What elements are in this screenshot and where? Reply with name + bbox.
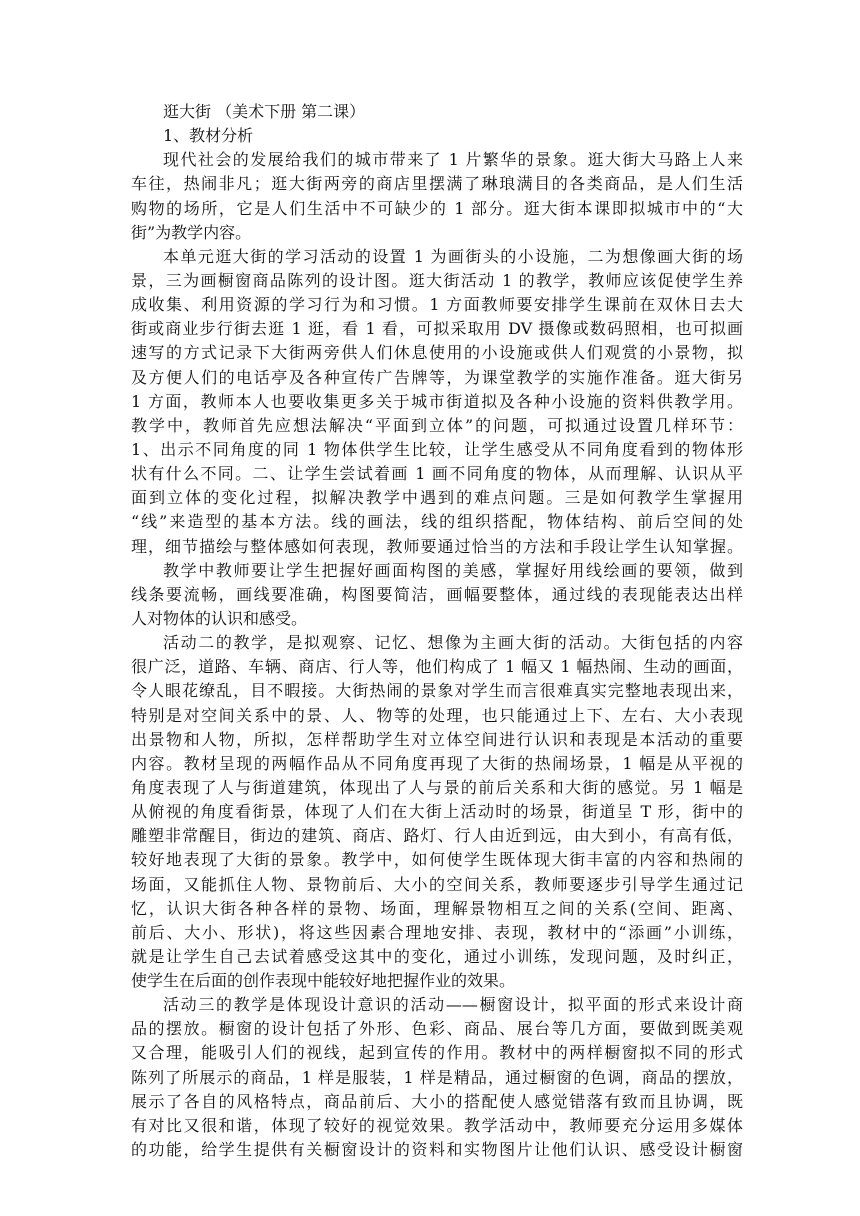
text-line: 理，细节描绘与整体感如何表现，教师要通过恰当的方法和手段让学生认知掌握。 (131, 536, 743, 556)
text-line: 面到立体的变化过程，拟解决教学中遇到的难点问题。三是如何教学生掌握用 (131, 488, 743, 508)
text-line: 令人眼花缭乱，目不暇接。大街热闹的景象对学生而言很难真实完整地表现出来， (131, 681, 743, 701)
text-line: 陈列了所展示的商品，1 样是服装，1 样是精品，通过橱窗的色调，商品的摆放， (131, 1067, 743, 1087)
text-line: 特别是对空间关系中的景、人、物等的处理，也只能通过上下、左右、大小表现 (131, 705, 743, 725)
section-heading: 1、教材分析 (163, 126, 254, 146)
text-line: 又合理，能吸引人们的视线，起到宣传的作用。教材中的两样橱窗拟不同的形式 (131, 1043, 743, 1063)
text-line: 购物的场所，它是人们生活中不可缺少的 1 部分。逛大街本课即拟城市中的“大 (131, 198, 743, 218)
text-line: 活动三的教学是体现设计意识的活动——橱窗设计，拟平面的形式来设计商 (163, 995, 743, 1015)
document-title: 逛大街 （美术下册 第二课） (163, 102, 366, 121)
text-line: 出景物和人物，所拟，怎样帮助学生对立体空间进行认识和表现是本活动的重要 (131, 729, 743, 749)
text-line: 场面，又能抓住人物、景物前后、大小的空间关系，教师要逐步引导学生通过记 (131, 874, 743, 894)
text-line: 线条要流畅，画线要准确，构图要简洁，画幅要整体，通过线的表现能表达出样 (131, 584, 743, 604)
text-line: 景，三为画橱窗商品陈列的设计图。逛大街活动 1 的教学，教师应该促使学生养 (131, 270, 743, 290)
text-line: 从俯视的角度看街景，体现了人们在大街上活动时的场景，街道呈 T 形，街中的 (131, 802, 743, 822)
text-line: 速写的方式记录下大街两旁供人们休息使用的小设施或供人们观赏的小景物，拟 (131, 343, 743, 363)
text-line: 角度表现了人与街道建筑，体现出了人与景的前后关系和大街的感觉。另 1 幅是 (131, 777, 743, 797)
text-line: 状有什么不同。二、让学生尝试着画 1 画不同角度的物体，从而理解、认识从平 (131, 464, 743, 484)
text-line: 车往，热闹非凡；逛大街两旁的商店里摆满了琳琅满目的各类商品，是人们生活 (131, 174, 743, 194)
text-line: 街或商业步行街去逛 1 逛，看 1 看，可拟采取用 DV 摄像或数码照相，也可拟画 (131, 319, 743, 339)
text-line: 很广泛，道路、车辆、商店、行人等，他们构成了 1 幅又 1 幅热闹、生动的画面， (131, 657, 743, 677)
text-line: 就是让学生自己去试着感受这其中的变化，通过小训练，发现问题，及时纠正， (131, 946, 743, 966)
text-line: 品的摆放。橱窗的设计包括了外形、色彩、商品、展台等几方面，要做到既美观 (131, 1019, 743, 1039)
text-line: 街”为教学内容。 (131, 222, 252, 242)
text-line: “线”来造型的基本方法。线的画法，线的组织搭配，物体结构、前后空间的处 (131, 512, 743, 532)
text-line: 现代社会的发展给我们的城市带来了 1 片繁华的景象。逛大街大马路上人来 (163, 150, 743, 170)
text-line: 活动二的教学，是拟观察、记忆、想像为主画大街的活动。大街包括的内容 (163, 633, 743, 653)
text-line: 内容。教材呈现的两幅作品从不同角度再现了大街的热闹场景，1 幅是从平视的 (131, 753, 743, 773)
text-line: 的功能，给学生提供有关橱窗设计的资料和实物图片让他们认识、感受设计橱窗 (131, 1140, 743, 1160)
document-page (131, 100, 743, 1162)
text-line: 本单元逛大街的学习活动的设置 1 为画街头的小设施，二为想像画大街的场 (163, 246, 743, 266)
text-line: 人对物体的认识和感受。 (131, 608, 308, 628)
text-line: 1、出示不同角度的同 1 物体供学生比较，让学生感受从不同角度看到的物体形 (131, 439, 743, 459)
text-line: 及方便人们的电话亭及各种宣传广告牌等，为课堂教学的实施作准备。逛大街另 (131, 367, 743, 387)
text-line: 有对比又很和谐，体现了较好的视觉效果。教学活动中，教师要充分运用多媒体 (131, 1115, 743, 1135)
text-line: 忆，认识大街各种各样的景物、场面，理解景物相互之间的关系(空间、距离、 (131, 898, 743, 918)
text-line: 较好地表现了大街的景象。教学中，如何使学生既体现大街丰富的内容和热闹的 (131, 850, 743, 870)
text-line: 1 方面，教师本人也要收集更多关于城市街道拟及各种小设施的资料供教学用。 (131, 391, 743, 411)
text-line: 前后、大小、形状)，将这些因素合理地安排、表现，教材中的“添画”小训练， (131, 922, 743, 942)
text-line: 教学中教师要让学生把握好画面构图的美感，掌握好用线绘画的要领，做到 (163, 560, 743, 580)
text-line: 雕塑非常醒目，街边的建筑、商店、路灯、行人由近到远，由大到小，有高有低， (131, 826, 743, 846)
text-line: 展示了各自的风格特点，商品前后、大小的搭配使人感觉错落有致而且协调，既 (131, 1091, 743, 1111)
text-line: 教学中，教师首先应想法解决“平面到立体”的问题，可拟通过设置几样环节： (131, 415, 743, 435)
text-line: 使学生在后面的创作表现中能较好地把握作业的效果。 (131, 971, 516, 991)
text-line: 成收集、利用资源的学习行为和习惯。1 方面教师要安排学生课前在双休日去大 (131, 295, 743, 315)
